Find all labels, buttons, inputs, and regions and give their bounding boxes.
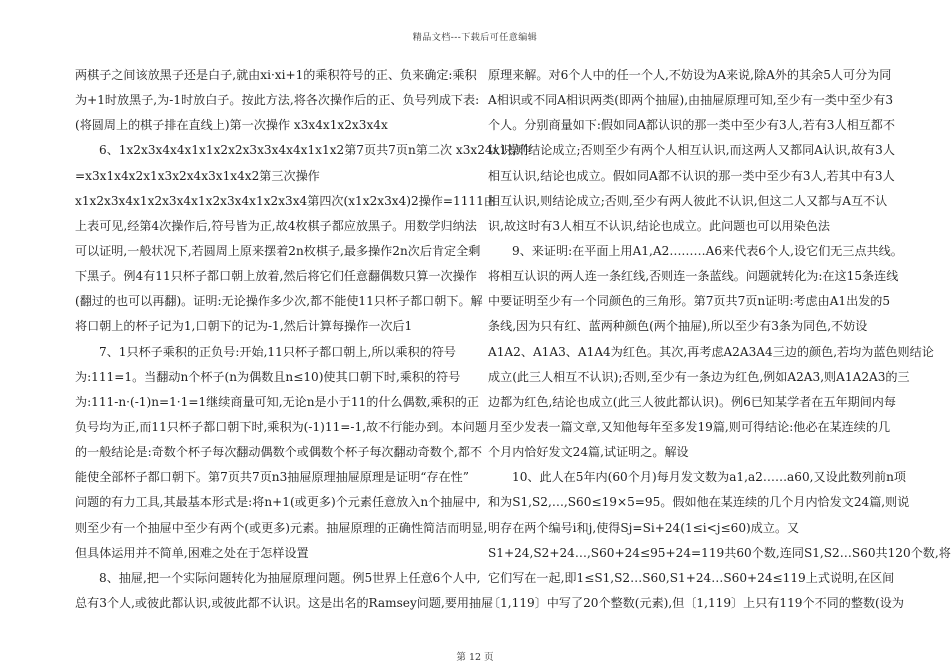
text-line: 相互认识,结论也成立。假如同A都不认识的那一类中至少有3人,若其中有3人 xyxy=(488,168,895,183)
text-line: 为:111-n·(-1)n=1·1=1继续商量可知,无论n是小于11的什么偶数,乘积的正 xyxy=(75,394,479,409)
text-line: 能使全部杯子都口朝下。第7页共7页n3抽屉原理抽屉原理是证明“存在性” xyxy=(75,470,469,485)
text-line: 原理来解。对6个人中的任一个人,不妨设为A来说,除A外的其余5人可分为同 xyxy=(488,68,892,82)
text-line: 7、1只杯子乘积的正负号:开始,11只杯子都口朝上,所以乘积的符号 xyxy=(99,344,456,359)
text-line: 条线,因为只有红、蓝两种颜色(两个抽屉),所以至少有3条为同色,不妨设 xyxy=(488,319,868,334)
text-line: 中要证明至少有一个同颜色的三角形。第7页共7页n证明:考虑由A1出发的5 xyxy=(488,294,891,309)
right-column xyxy=(488,63,951,616)
text-line: 边都为红色,结论也成立(此三人彼此都认识)。例6已知某学者在五年期间内每 xyxy=(488,394,896,409)
text-line: 为+1时放黑子,为-1时放白子。按此方法,将各次操作后的正、负号列成下表: xyxy=(75,93,480,108)
text-line: (将圆周上的棋子排在直线上)第一次操作 x3x4x1x2x3x4x xyxy=(75,118,388,133)
text-line: 将相互认识的两人连一条红线,否则连一条蓝线。问题就转化为:在这15条连线 xyxy=(488,269,899,284)
text-line: 的一般结论是:奇数个杯子每次翻动偶数个或偶数个杯子每次翻动奇数个,都不 xyxy=(75,445,483,460)
text-line: =x3x1x4x2x1x3x2x4x3x1x4x2第三次操作 xyxy=(75,168,320,183)
text-line: x1x2x3x4x1x2x3x4x1x2x3x4x1x2x3x4第四次(x1x2x3x4)2操作=1111由 xyxy=(75,193,496,208)
text-line: 下黑子。例4有11只杯子都口朝上放着,然后将它们任意翻偶数只算一次操作 xyxy=(75,269,477,284)
text-line: 〔1,119〕中写了20个整数(元素),但〔1,119〕上只有119个不同的整数(设为 xyxy=(488,595,904,610)
text-line: 认识,则结论成立;否则至少有两个人相互认识,而这两人又都同A认识,故有3人 xyxy=(488,143,895,158)
text-line: 个人。分别商量如下:假如同A都认识的那一类中至少有3人,若有3人相互都不 xyxy=(488,118,895,133)
page-header: 精品文档---下载后可任意编辑 xyxy=(412,33,538,43)
text-line: 个月内恰好发文24篇,试证明之。解设 xyxy=(488,445,689,460)
text-line: 识,故这时有3人相互不认识,结论也成立。此问题也可以用染色法 xyxy=(488,218,830,233)
text-line: 为:111=1。当翻动n个杯子(n为偶数且n≤10)使其口朝下时,乘积的符号 xyxy=(75,369,461,384)
text-line: 则至少有一个抽屉中至少有两个(或更多)元素。抽屉原理的正确性简洁而明显, xyxy=(75,520,488,535)
page-number: 第 12 页 xyxy=(456,652,494,663)
text-line: 总有3个人,或彼此都认识,或彼此都不认识。这是出名的Ramsey问题,要用抽屉 xyxy=(75,595,494,610)
text-line: 9、来证明:在平面上用A1,A2………A6来代表6个人,设它们无三点共线。 xyxy=(512,243,903,258)
text-line: 但具体运用并不简单,困难之处在于怎样设置 xyxy=(75,545,309,560)
text-line: 负号均为正,而11只杯子都口朝下时,乘积为(-1)11=-1,故不行能办到。本问题 xyxy=(75,419,487,434)
text-line: A1A2、A1A3、A1A4为红色。其次,再考虑A2A3A4三边的颜色,若均为蓝色则结论 xyxy=(488,344,934,359)
text-line: 和为S1,S2,…,S60≤19×5=95。假如他在某连续的几个月内恰发文24篇,则说 xyxy=(488,495,910,510)
text-line: A相识或不同A相识两类(即两个抽屉),由抽屉原理可知,至少有一类中至少有3 xyxy=(488,93,894,108)
text-line: 将口朝上的杯子记为1,口朝下的记为-1,然后计算每操作一次后1 xyxy=(75,319,413,334)
text-line: 10、此人在5年内(60个月)每月发文数为a1,a2……a60,又设此数列前n项 xyxy=(512,470,906,485)
left-column xyxy=(75,63,532,616)
text-line: 两棋子之间该放黑子还是白子,就由xi·xi+1的乘积符号的正、负来确定:乘积 xyxy=(75,68,477,82)
text-line: 它们写在一起,即1≤S1,S2…S60,S1+24…S60+24≤119上式说明,在区间 xyxy=(488,570,895,585)
text-line: (翻过的也可以再翻)。证明:无论操作多少次,都不能使11只杯子都口朝下。解 xyxy=(75,294,483,309)
text-line: 相互认识,则结论成立;否则,至少有两人彼此不认识,但这二人又都与A互不认 xyxy=(488,193,888,208)
text-line: 月至少发表一篇文章,又知他每年至多发19篇,则可得结论:他必在某连续的几 xyxy=(488,419,891,434)
text-line: 可以证明,一般状况下,若圆周上原来摆着2n枚棋子,最多操作2n次后肯定全剩 xyxy=(75,243,481,258)
text-line: 问题的有力工具,其最基本形式是:将n+1(或更多)个元素任意放入n个抽屉中, xyxy=(75,495,481,510)
text-line: 明存在两个编号i和j,使得Sj=Si+24(1≤i<j≤60)成立。又 xyxy=(488,520,800,535)
text-line: 上表可见,经第4次操作后,符号皆为正,故4枚棋子都应放黑子。用数学归纳法 xyxy=(75,218,477,233)
text-line: 成立(此三人相互不认识);否则,至少有一条边为红色,例如A2A3,则A1A2A3的三 xyxy=(488,369,910,384)
text-line: 8、抽屉,把一个实际问题转化为抽屉原理问题。例5世界上任意6个人中, xyxy=(99,570,481,585)
text-line: S1+24,S2+24…,S60+24≤95+24=119共60个数,连同S1,S2…S60共120个数,将 xyxy=(488,545,951,560)
text-line: 6、1x2x3x4x4x1x1x2x2x3x3x4x4x1x1x2第7页共7页n第二次 x3x24x1操作 xyxy=(99,143,532,158)
